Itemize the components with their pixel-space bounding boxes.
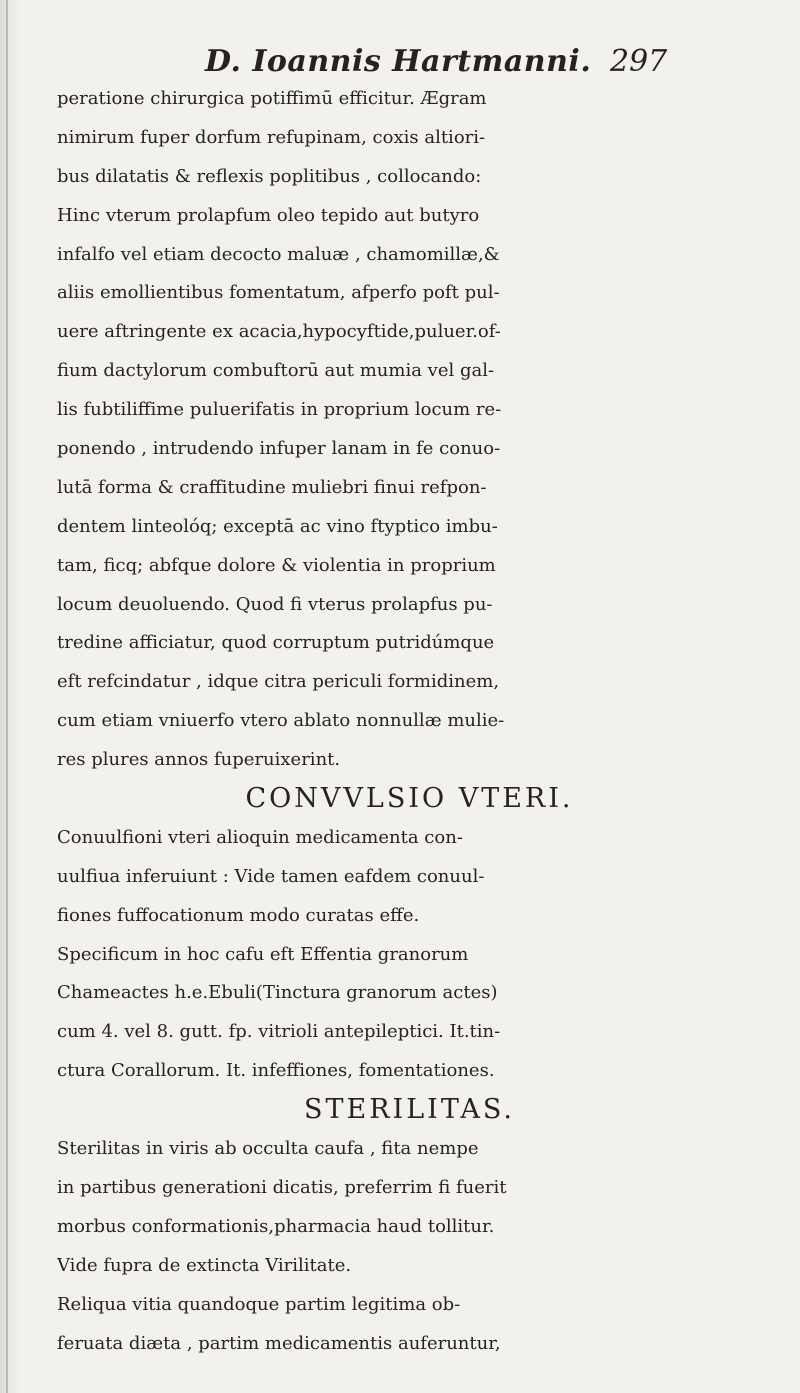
text-line: cum 4. vel 8. gutt. fp. vitrioli antepileptici. It.tin- [57, 1021, 501, 1043]
text-line: peratione chirurgica potiffimū efficitur. Ægram [57, 88, 487, 109]
text-line: locum deuoluendo. Quod fi vterus prolapfus pu- [57, 593, 493, 615]
text-line: infalfo vel etiam decocto maluæ , chamomillæ,& [57, 243, 500, 265]
text-line: lutā forma & craffitudine muliebri finui refpon- [57, 476, 487, 498]
text-line: Vide fupra de extincta Virilitate. [57, 1254, 352, 1276]
text-line: in partibus generationi dicatis, preferrim fi fuerit [57, 1176, 507, 1198]
text-line: eft refcindatur , idque citra periculi formidinem, [57, 671, 500, 693]
text-line: Hinc vterum prolapfum oleo tepido aut butyro [57, 204, 480, 226]
text-line: dentem linteolóq; exceptā ac vino ftyptico imbu- [57, 515, 498, 537]
text-line: uulfiua inferuiunt : Vide tamen eafdem conuul- [57, 865, 485, 887]
section-heading: STERILITAS. [304, 1094, 515, 1126]
text-line: res plures annos fuperuixerint. [57, 749, 341, 771]
text-line: fiones fuffocationum modo curatas effe. [57, 904, 420, 926]
text-line: cum etiam vniuerfo vtero ablato nonnullæ mulie- [57, 710, 505, 732]
text-line: Sterilitas in viris ab occulta caufa , fita nempe [57, 1138, 479, 1160]
text-line: morbus conformationis,pharmacia haud tollitur. [57, 1215, 495, 1237]
text-line: aliis emollientibus fomentatum, afperfo poft pul- [57, 282, 500, 304]
text-line: Reliqua vitia quandoque partim legitima ob- [57, 1293, 461, 1315]
text-line: tredine afficiatur, quod corruptum putridúmque [57, 632, 495, 654]
page-number: 297 [610, 44, 668, 79]
text-line: tam, ficq; abfque dolore & violentia in proprium [57, 554, 496, 576]
text-line: nimirum fuper dorfum refupinam, coxis altiori- [57, 126, 486, 148]
text-line: lis fubtiliffime puluerifatis in proprium locum re- [57, 399, 502, 421]
text-line: uere aftringente ex acacia,hypocyftide,puluer.of- [57, 321, 501, 343]
text-line: bus dilatatis & reflexis poplitibus , collocando: [57, 165, 482, 187]
section-heading: CONVVLSIO VTERI. [245, 783, 574, 815]
text-line: ctura Corallorum. It. infeffiones, fomentationes. [57, 1060, 495, 1082]
text-line: ponendo , intrudendo infuper lanam in fe conuo- [57, 438, 501, 460]
text-line: fium dactylorum combuftorū aut mumia vel gal- [57, 360, 495, 382]
text-line: Specificum in hoc cafu eft Effentia granorum [57, 943, 469, 965]
body-text [57, 80, 762, 1363]
text-line: Conuulfioni vteri alioquin medicamenta con- [57, 826, 463, 848]
running-head: D. Ioannis Hartmanni. [205, 44, 592, 79]
text-line: feruata diæta , partim medicamentis auferuntur, [57, 1332, 501, 1354]
page-gutter [6, 0, 8, 1393]
text-line: Chameactes h.e.Ebuli(Tinctura granorum actes) [57, 982, 498, 1004]
